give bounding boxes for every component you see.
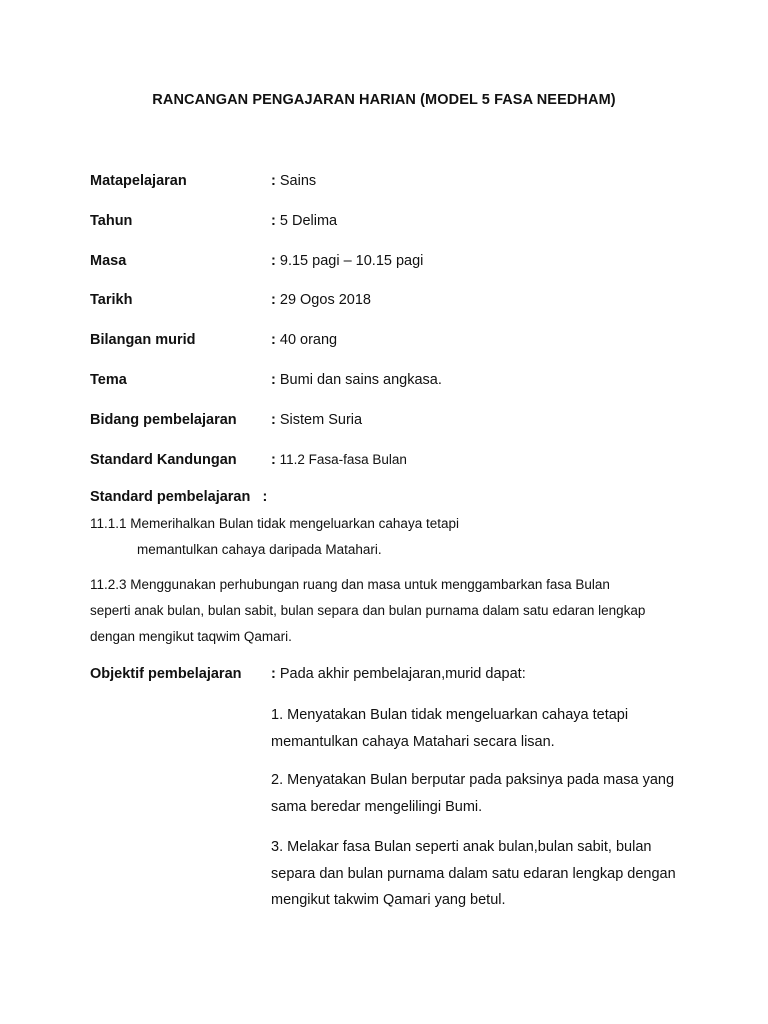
objektif-item-3: 3. Melakar fasa Bulan seperti anak bulan,bulan sabit, bulan separa dan bulan purnama dalam satu edaran lengkap dengan mengikut takwim Qamari yang betul. [271,839,676,908]
objektif-intro-text: Pada akhir pembelajaran,murid dapat: [279,666,526,682]
field-value-text: 40 orang [279,332,338,348]
field-value-text: 9.15 pagi – 10.15 pagi [279,253,424,269]
field-label: Masa [90,253,127,269]
field-value-text: Sains [279,173,317,189]
objektif-item-2: 2. Menyatakan Bulan berputar pada paksinya pada masa yang sama beredar mengelilingi Bumi. [271,772,675,815]
page-title: RANCANGAN PENGAJARAN HARIAN (MODEL 5 FASA NEEDHAM) [152,92,616,108]
field-value [271,331,337,349]
field-value-text: Bumi dan sains angkasa. [279,372,442,388]
field-value [271,212,337,230]
colon: : [271,332,276,348]
field-value [271,172,316,190]
colon: : [271,412,276,428]
field-label: Standard Kandungan [90,452,237,468]
field-label: Bidang pembelajaran [90,412,237,428]
field-label: Tema [90,372,127,388]
standard-item-line-indent: memantulkan cahaya daripada Matahari. [137,542,382,557]
field-value-text: Sistem Suria [279,412,363,428]
standard-item-1 [90,511,650,563]
objektif-label: Objektif pembelajaran [90,666,242,682]
colon: : [271,173,276,189]
colon: : [271,372,276,388]
objektif-intro [271,666,526,682]
field-label: Matapelajaran [90,173,187,189]
colon: : [271,452,276,468]
field-value [271,291,371,309]
standard-item-line: 11.1.1 Memerihalkan Bulan tidak mengeluarkan cahaya tetapi [90,516,459,531]
colon: : [271,253,276,269]
field-label: Bilangan murid [90,332,196,348]
field-value [271,451,407,469]
field-value-text: 11.2 Fasa-fasa Bulan [279,452,407,467]
field-value-text: 29 Ogos 2018 [279,292,371,308]
field-value [271,411,362,429]
colon: : [271,666,276,682]
standard-pembelajaran-heading: Standard pembelajaran : [90,489,268,505]
field-label: Tahun [90,213,133,229]
field-value-text: 5 Delima [279,213,338,229]
field-value [271,371,442,389]
colon: : [271,292,276,308]
standard-item-2: 11.2.3 Menggunakan perhubungan ruang dan masa untuk menggambarkan fasa Bulan seperti anak bulan, bulan sabit, bulan separa dan bulan purnama dalam satu edaran lengkap dengan mengikut taqwim Qamari. [90,577,646,644]
colon: : [271,213,276,229]
field-label: Tarikh [90,292,133,308]
field-value [271,252,423,270]
objektif-item-1: 1. Menyatakan Bulan tidak mengeluarkan cahaya tetapi memantulkan cahaya Matahari secara lisan. [271,707,629,750]
